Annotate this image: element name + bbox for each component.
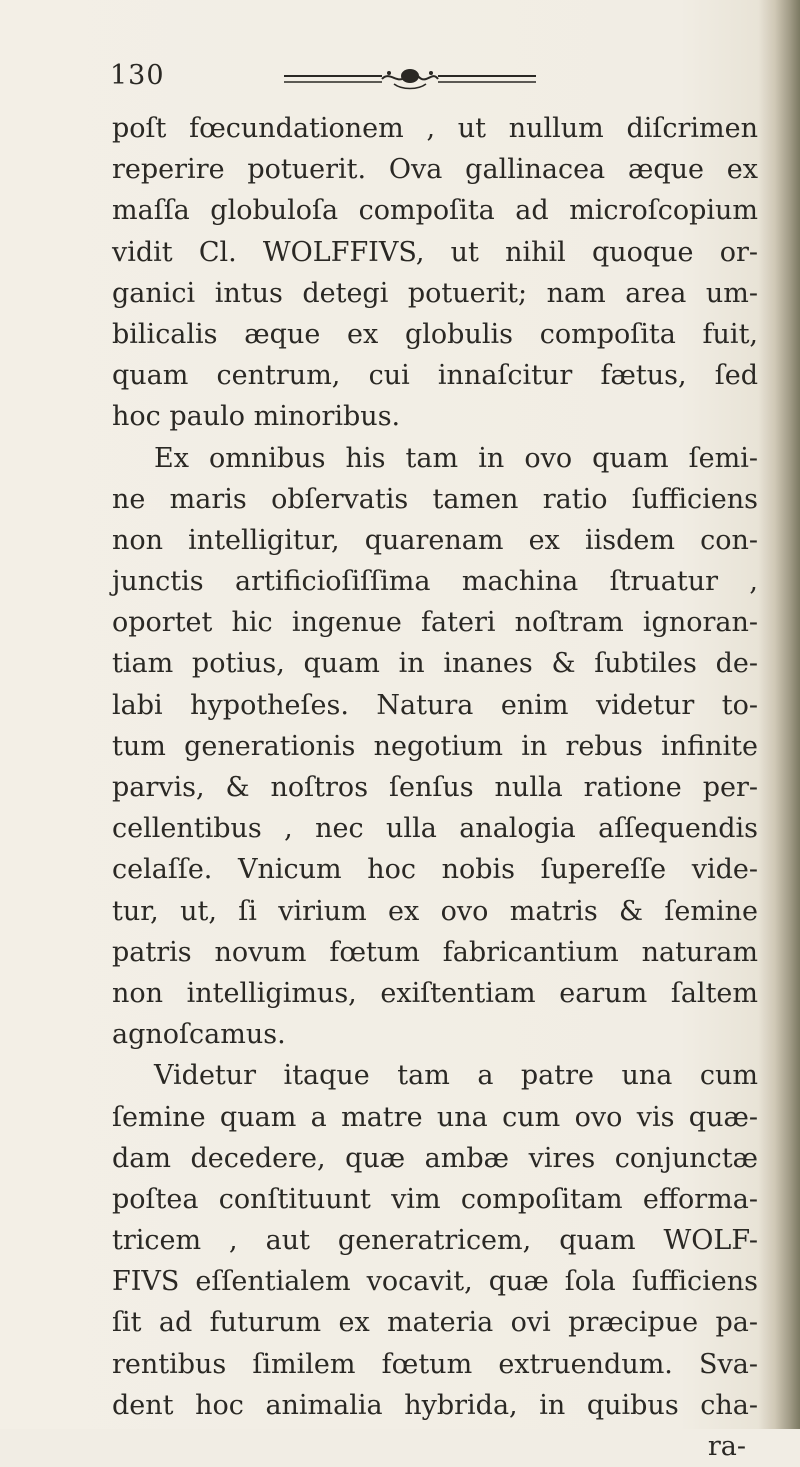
- text-line: dent hoc animalia hybrida, in quibus cha-: [112, 1389, 758, 1421]
- text-line: tricem , aut generatricem, quam WOLF-: [112, 1225, 758, 1257]
- text-line: reperire potuerit. Ova gallinacea æque ex: [112, 154, 758, 186]
- text-line: vidit Cl. WOLFFIVS, ut nihil quoque or-: [112, 236, 758, 268]
- paragraph-start: Ex omnibus his tam in ovo quam ſemi-: [154, 442, 758, 474]
- header-ornament: [282, 64, 538, 92]
- page-number: 130: [110, 60, 165, 91]
- paragraph-start: Videtur itaque tam a patre una cum: [154, 1060, 758, 1092]
- text-line: cellentibus , nec ulla analogia aſſequendis: [112, 813, 758, 845]
- text-line: non intelligimus, exiſtentiam earum ſaltem: [112, 977, 758, 1009]
- text-line: ne maris obſervatis tamen ratio ſufficiens: [112, 483, 758, 515]
- text-line: celaſſe. Vnicum hoc nobis ſupereſſe vide-: [112, 854, 758, 886]
- text-line: labi hypotheſes. Natura enim videtur to-: [112, 689, 758, 721]
- text-line: maſſa globuloſa compoſita ad microſcopium: [112, 195, 758, 227]
- body-text: [112, 108, 758, 1467]
- text-line: dam decedere, quæ ambæ vires conjunctæ: [112, 1142, 758, 1174]
- text-line: ſit ad futurum ex materia ovi præcipue pa-: [112, 1307, 758, 1339]
- text-line: agnoſcamus.: [112, 1019, 286, 1051]
- text-line: non intelligitur, quarenam ex iisdem con-: [112, 524, 758, 556]
- text-line: rentibus ſimilem fœtum extruendum. Sva-: [112, 1348, 758, 1380]
- text-line: poſt fœcundationem , ut nullum diſcrimen: [112, 113, 758, 144]
- page-edge-shadow: [758, 0, 800, 1429]
- text-line: ſemine quam a matre una cum ovo vis quæ-: [112, 1101, 758, 1133]
- text-line: poſtea conſtituunt vim compoſitam efforma-: [112, 1183, 758, 1215]
- catchword: ra-: [707, 1431, 746, 1462]
- text-line: tur, ut, ſi virium ex ovo matris & ſemine: [112, 895, 758, 927]
- text-line: quam centrum, cui innaſcitur fætus, ſed: [112, 360, 758, 392]
- text-line: parvis, & noſtros ſenſus nulla ratione per-: [112, 772, 758, 803]
- text-line: tum generationis negotium in rebus infinite: [112, 730, 758, 762]
- text-line: hoc paulo minoribus.: [112, 401, 401, 433]
- text-line: patris novum fœtum fabricantium naturam: [112, 936, 758, 968]
- text-line: junctis artificioſiſſima machina ſtruatur ,: [112, 566, 758, 598]
- text-line: bilicalis æque ex globulis compoſita fuit,: [112, 318, 758, 350]
- text-line: tiam potius, quam in inanes & ſubtiles de-: [112, 648, 758, 680]
- text-line: ganici intus detegi potuerit; nam area um-: [112, 277, 758, 309]
- text-line: FIVS eſſentialem vocavit, quæ ſola ſufficiens: [112, 1266, 758, 1298]
- text-line: oportet hic ingenue fateri noſtram ignoran-: [112, 607, 758, 639]
